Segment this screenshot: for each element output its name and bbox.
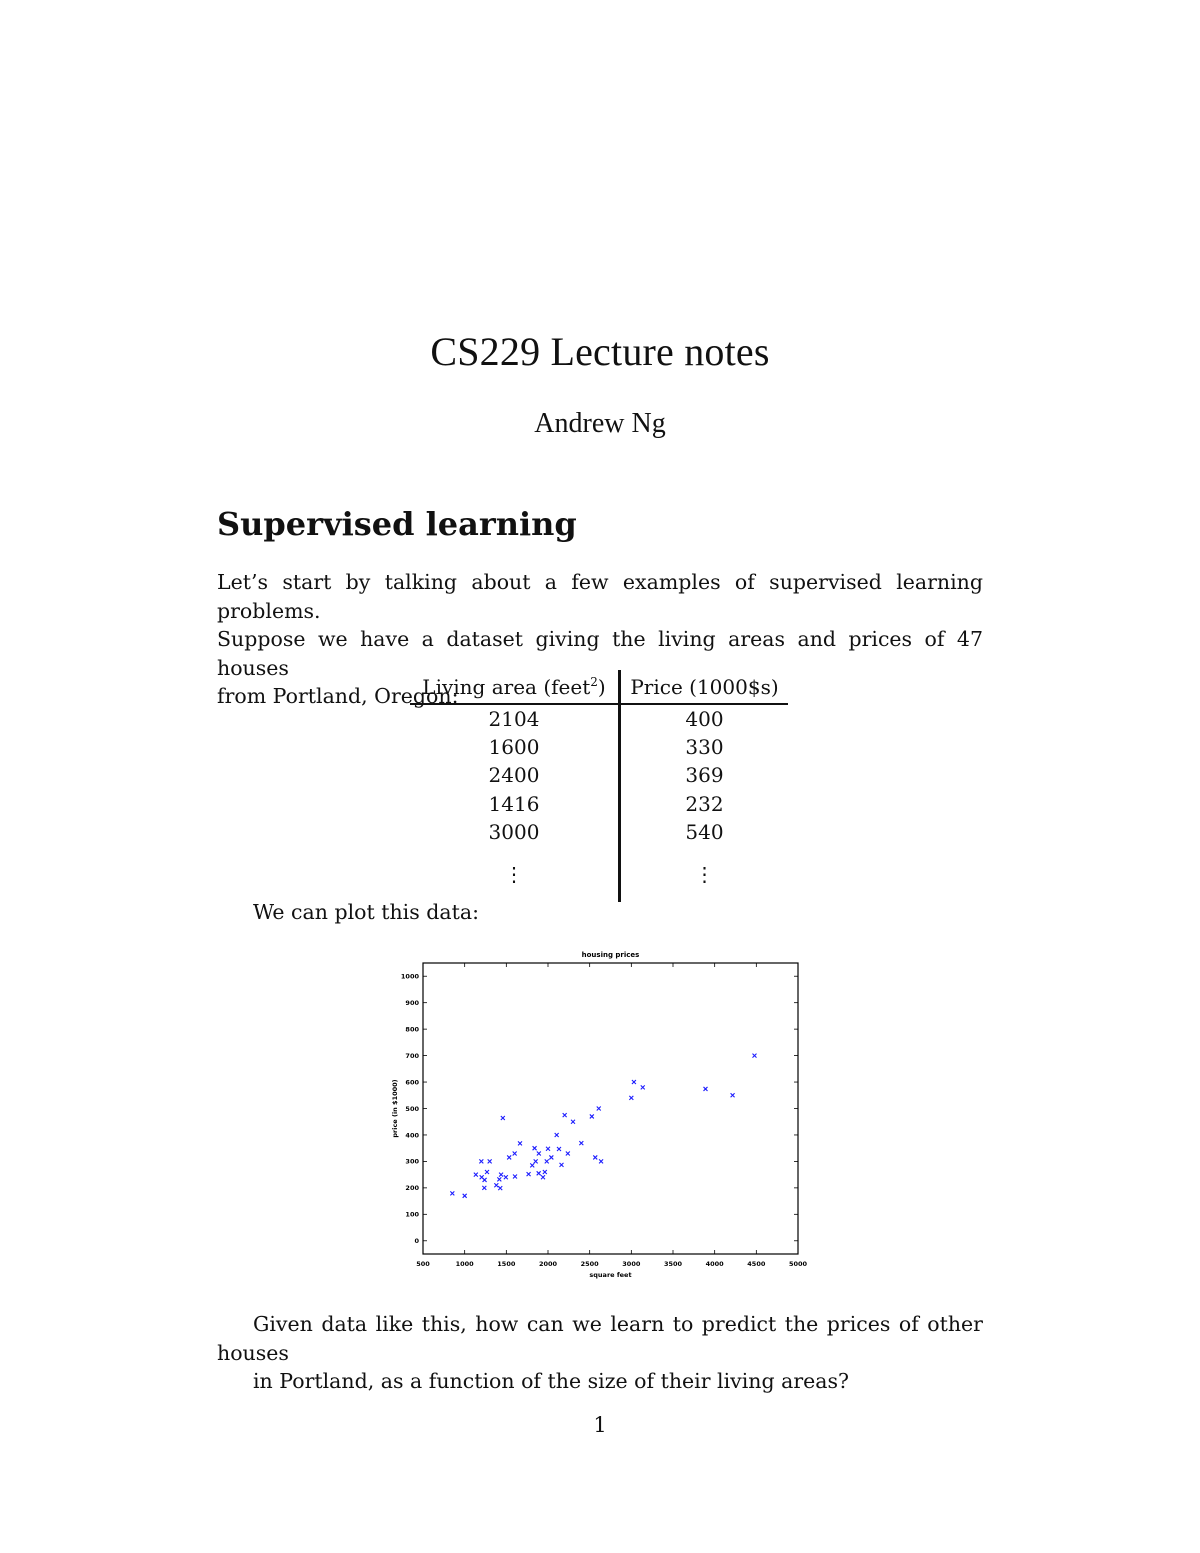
data-point bbox=[641, 1085, 645, 1089]
intro-line: Let’s start by talking about a few examples of supervised learning problems. bbox=[217, 570, 983, 623]
vertical-ellipsis: ⋮ bbox=[410, 846, 620, 902]
y-tick-label: 0 bbox=[414, 1237, 419, 1246]
data-point bbox=[593, 1155, 597, 1159]
table-header-row bbox=[410, 670, 788, 704]
data-point bbox=[504, 1175, 508, 1179]
table-row bbox=[410, 704, 788, 733]
cell-price: 330 bbox=[685, 735, 724, 760]
table-row bbox=[410, 790, 788, 818]
scatter-plot-svg bbox=[380, 945, 820, 1290]
x-tick-label: 4500 bbox=[747, 1260, 766, 1268]
y-tick-label: 300 bbox=[405, 1157, 419, 1166]
housing-data-table bbox=[410, 670, 788, 902]
data-point bbox=[479, 1159, 483, 1163]
y-tick-label: 1000 bbox=[400, 972, 419, 981]
data-point bbox=[483, 1178, 487, 1182]
data-point bbox=[597, 1107, 601, 1111]
data-point bbox=[513, 1174, 517, 1178]
data-point bbox=[563, 1113, 567, 1117]
question-line: Given data like this, how can we learn to predict the prices of other houses bbox=[217, 1312, 983, 1365]
data-point bbox=[530, 1163, 534, 1167]
data-point bbox=[543, 1170, 547, 1174]
cell-living-area: 3000 bbox=[410, 818, 620, 846]
table-row bbox=[410, 818, 788, 846]
y-tick-label: 400 bbox=[405, 1131, 419, 1140]
data-point bbox=[485, 1170, 489, 1174]
data-point bbox=[463, 1194, 467, 1198]
data-point bbox=[488, 1159, 492, 1163]
question-paragraph bbox=[217, 1310, 983, 1396]
data-point bbox=[557, 1147, 561, 1151]
x-tick-label: 2000 bbox=[538, 1260, 558, 1268]
data-point bbox=[571, 1120, 575, 1124]
data-point bbox=[590, 1114, 594, 1118]
housing-prices-chart bbox=[380, 945, 820, 1290]
document-title: CS229 Lecture notes bbox=[430, 329, 770, 374]
data-point bbox=[533, 1146, 537, 1150]
data-point bbox=[599, 1159, 603, 1163]
cell-price: 400 bbox=[685, 707, 724, 732]
cell-price: 232 bbox=[685, 791, 724, 816]
data-point bbox=[555, 1133, 559, 1137]
column-header-price: Price (1000$s) bbox=[620, 670, 789, 704]
data-point bbox=[482, 1186, 486, 1190]
author-name: Andrew Ng bbox=[534, 408, 666, 439]
data-point bbox=[501, 1116, 505, 1120]
data-point bbox=[560, 1163, 564, 1167]
y-tick-label: 100 bbox=[405, 1210, 419, 1219]
y-axis-label: price (in $1000) bbox=[391, 1079, 399, 1138]
y-tick-label: 900 bbox=[405, 998, 419, 1007]
x-tick-label: 4000 bbox=[705, 1260, 724, 1268]
cell-price: 369 bbox=[685, 763, 724, 788]
intro-line: from Portland, Oregon: bbox=[217, 684, 459, 708]
data-point bbox=[474, 1173, 478, 1177]
y-tick-label: 800 bbox=[405, 1025, 419, 1034]
data-point bbox=[753, 1054, 757, 1058]
plot-intro-text: We can plot this data: bbox=[253, 900, 479, 924]
cell-living-area: 2104 bbox=[410, 704, 620, 733]
data-point bbox=[731, 1093, 735, 1097]
x-tick-label: 2500 bbox=[580, 1260, 599, 1268]
x-tick-label: 3000 bbox=[622, 1260, 641, 1268]
data-point bbox=[498, 1186, 502, 1190]
data-point bbox=[518, 1141, 522, 1145]
data-point bbox=[632, 1080, 636, 1084]
table-row bbox=[410, 733, 788, 761]
y-tick-label: 600 bbox=[405, 1078, 419, 1087]
data-point bbox=[494, 1183, 498, 1187]
data-point bbox=[704, 1087, 708, 1091]
data-point bbox=[549, 1155, 553, 1159]
column-header-living-area: Living area (feet$^2$) bbox=[410, 670, 620, 704]
data-point bbox=[566, 1151, 570, 1155]
chart-title: housing prices bbox=[581, 951, 640, 959]
x-axis-label: square feet bbox=[589, 1271, 632, 1279]
x-tick-label: 1000 bbox=[455, 1260, 474, 1268]
question-line: in Portland, as a function of the size of their living areas? bbox=[253, 1369, 850, 1393]
data-point bbox=[541, 1175, 545, 1179]
table-row-ellipsis bbox=[410, 846, 788, 902]
data-point bbox=[537, 1151, 541, 1155]
data-point bbox=[545, 1159, 549, 1163]
cell-living-area: 2400 bbox=[410, 761, 620, 789]
table-row bbox=[410, 761, 788, 789]
data-point bbox=[499, 1173, 503, 1177]
data-point bbox=[629, 1096, 633, 1100]
data-point bbox=[579, 1141, 583, 1145]
x-tick-label: 1500 bbox=[497, 1260, 516, 1268]
data-point bbox=[507, 1155, 511, 1159]
x-tick-label: 3500 bbox=[663, 1260, 683, 1268]
cell-living-area: 1600 bbox=[410, 733, 620, 761]
data-point bbox=[513, 1151, 517, 1155]
data-point bbox=[537, 1171, 541, 1175]
y-tick-label: 700 bbox=[405, 1051, 419, 1060]
intro-line: Suppose we have a dataset giving the living areas and prices of 47 houses bbox=[217, 627, 983, 680]
x-tick-label: 500 bbox=[416, 1260, 430, 1268]
data-point bbox=[534, 1159, 538, 1163]
x-tick-label: 5000 bbox=[788, 1260, 808, 1268]
cell-living-area: 1416 bbox=[410, 790, 620, 818]
plot-frame bbox=[423, 963, 798, 1254]
data-point bbox=[527, 1172, 531, 1176]
data-point bbox=[546, 1147, 550, 1151]
y-tick-label: 500 bbox=[405, 1104, 419, 1113]
section-heading: Supervised learning bbox=[217, 505, 577, 543]
cell-price: 540 bbox=[685, 819, 724, 844]
vertical-ellipsis: ⋮ bbox=[694, 861, 715, 886]
data-point bbox=[497, 1177, 501, 1181]
page-number: 1 bbox=[593, 1413, 607, 1437]
y-tick-label: 200 bbox=[405, 1184, 419, 1193]
data-point bbox=[450, 1191, 454, 1195]
